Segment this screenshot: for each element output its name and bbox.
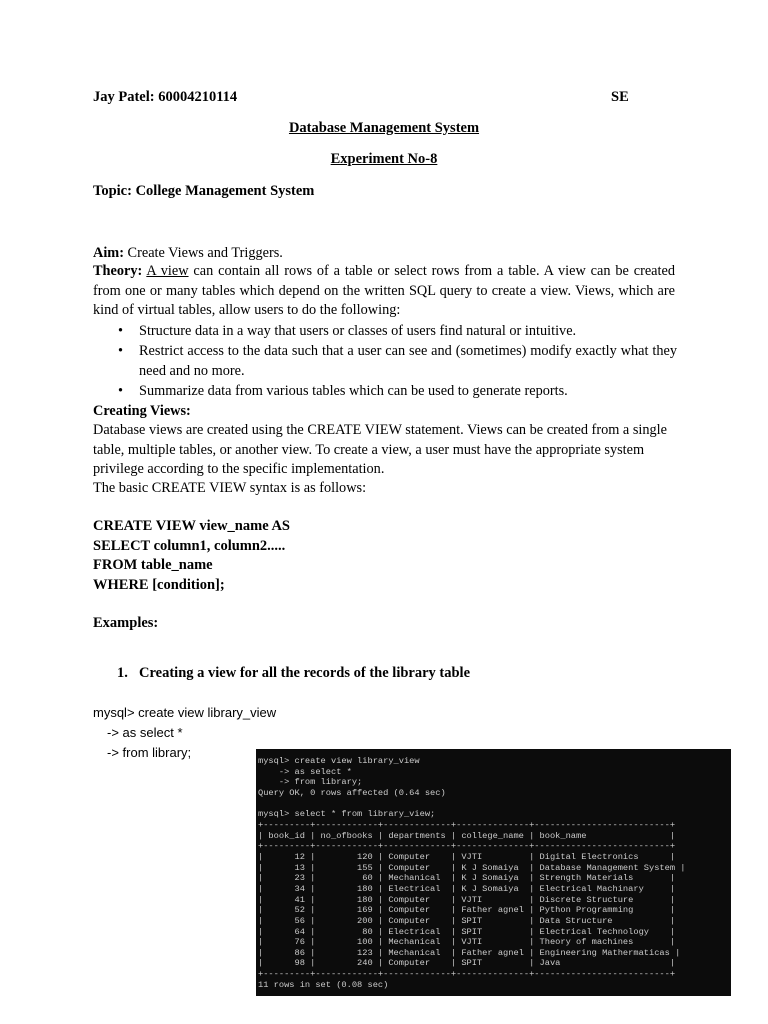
student-name-id: Jay Patel: 60004210114 xyxy=(93,89,238,105)
bullet-text: Restrict access to the data such that a user can see and (sometimes) modify exactly what they need and no more. xyxy=(139,343,677,379)
creating-views-paragraph: Database views are created using the CREATE VIEW statement. Views can be created from a single table, multiple tables, or another view. To create a view, a user must have the appropriate system privilege according to the specific implementation. xyxy=(93,422,667,477)
bullet-dot: • xyxy=(118,383,124,399)
topic-value: College Management System xyxy=(135,183,315,199)
theory-text: can contain all rows of a table or select rows from a table. A view can be created from one or many tables which depend on the written SQL query to create a view. Views, which are kind of virtual tables, allow users to do the following: xyxy=(93,263,675,318)
bullet-dot: • xyxy=(118,323,124,339)
query-line: -> from library; xyxy=(107,745,192,760)
syntax-line: CREATE VIEW view_name AS xyxy=(93,518,290,534)
bullet-item xyxy=(118,342,678,382)
creating-views-heading: Creating Views: xyxy=(93,403,191,419)
syntax-line: SELECT column1, column2..... xyxy=(93,538,286,554)
syntax-line: WHERE [condition]; xyxy=(93,577,225,593)
topic-line xyxy=(93,183,314,200)
terminal-output: mysql> create view library_view -> as select * -> from library; Query OK, 0 rows affected (0.64 sec) mysql> select * from library_view; +---------+------------+-------------+--------------+--------------------------+ | book_id | no_ofbooks | departments | college_name | book_name | +---------+------------+-------------+--------------+--------------------------+ | 12 | 120 | Computer | VJTI | Digital Electronics | | 13 | 155 | Computer | K J Somaiya | Database Management System | | 23 | 60 | Mechanical | K J Somaiya | Strength Materials | | 34 | 180 | Electrical | K J Somaiya | Electrical Machinary | | 41 | 180 | Computer | VJTI | Discrete Structure | | 52 | 169 | Computer | Father agnel | Python Programming | | 56 | 200 | Computer | SPIT | Data Structure | | 64 | 80 | Electrical | SPIT | Electrical Technology | | 76 | 100 | Mechanical | VJTI | Theory of machines | | 86 | 123 | Mechanical | Father agnel | Engineering Mathermaticas | | 98 | 240 | Computer | SPIT | Java | +---------+------------+-------------+--------------+--------------------------+ 11 rows in set (0.08 sec) xyxy=(258,756,686,990)
query-line: -> as select * xyxy=(107,725,183,740)
class-label: SE xyxy=(611,89,629,105)
query-line: mysql> create view library_view xyxy=(93,705,277,720)
view-link[interactable]: A view xyxy=(146,263,189,279)
bullet-text: Structure data in a way that users or classes of users find natural or intuitive. xyxy=(139,323,577,339)
example-number: 1. xyxy=(117,665,128,681)
topic-label: Topic: xyxy=(93,183,132,199)
aim-text: Create Views and Triggers. xyxy=(127,245,283,261)
experiment-number: Experiment No-8 xyxy=(330,151,438,167)
syntax-line: FROM table_name xyxy=(93,557,213,573)
bullet-dot: • xyxy=(118,343,124,359)
example-title: Creating a view for all the records of the library table xyxy=(139,665,471,681)
theory-label: Theory: xyxy=(93,263,143,279)
terminal-screenshot xyxy=(256,749,731,996)
course-title: Database Management System xyxy=(288,120,480,136)
aim-label: Aim: xyxy=(93,245,124,261)
aim-line xyxy=(93,244,283,264)
bullet-item xyxy=(118,322,678,342)
theory-paragraph xyxy=(93,262,675,321)
bullet-text: Summarize data from various tables which can be used to generate reports. xyxy=(139,383,568,399)
bullet-item xyxy=(118,382,678,402)
examples-heading: Examples: xyxy=(93,615,159,631)
syntax-intro: The basic CREATE VIEW syntax is as follows: xyxy=(93,480,367,496)
